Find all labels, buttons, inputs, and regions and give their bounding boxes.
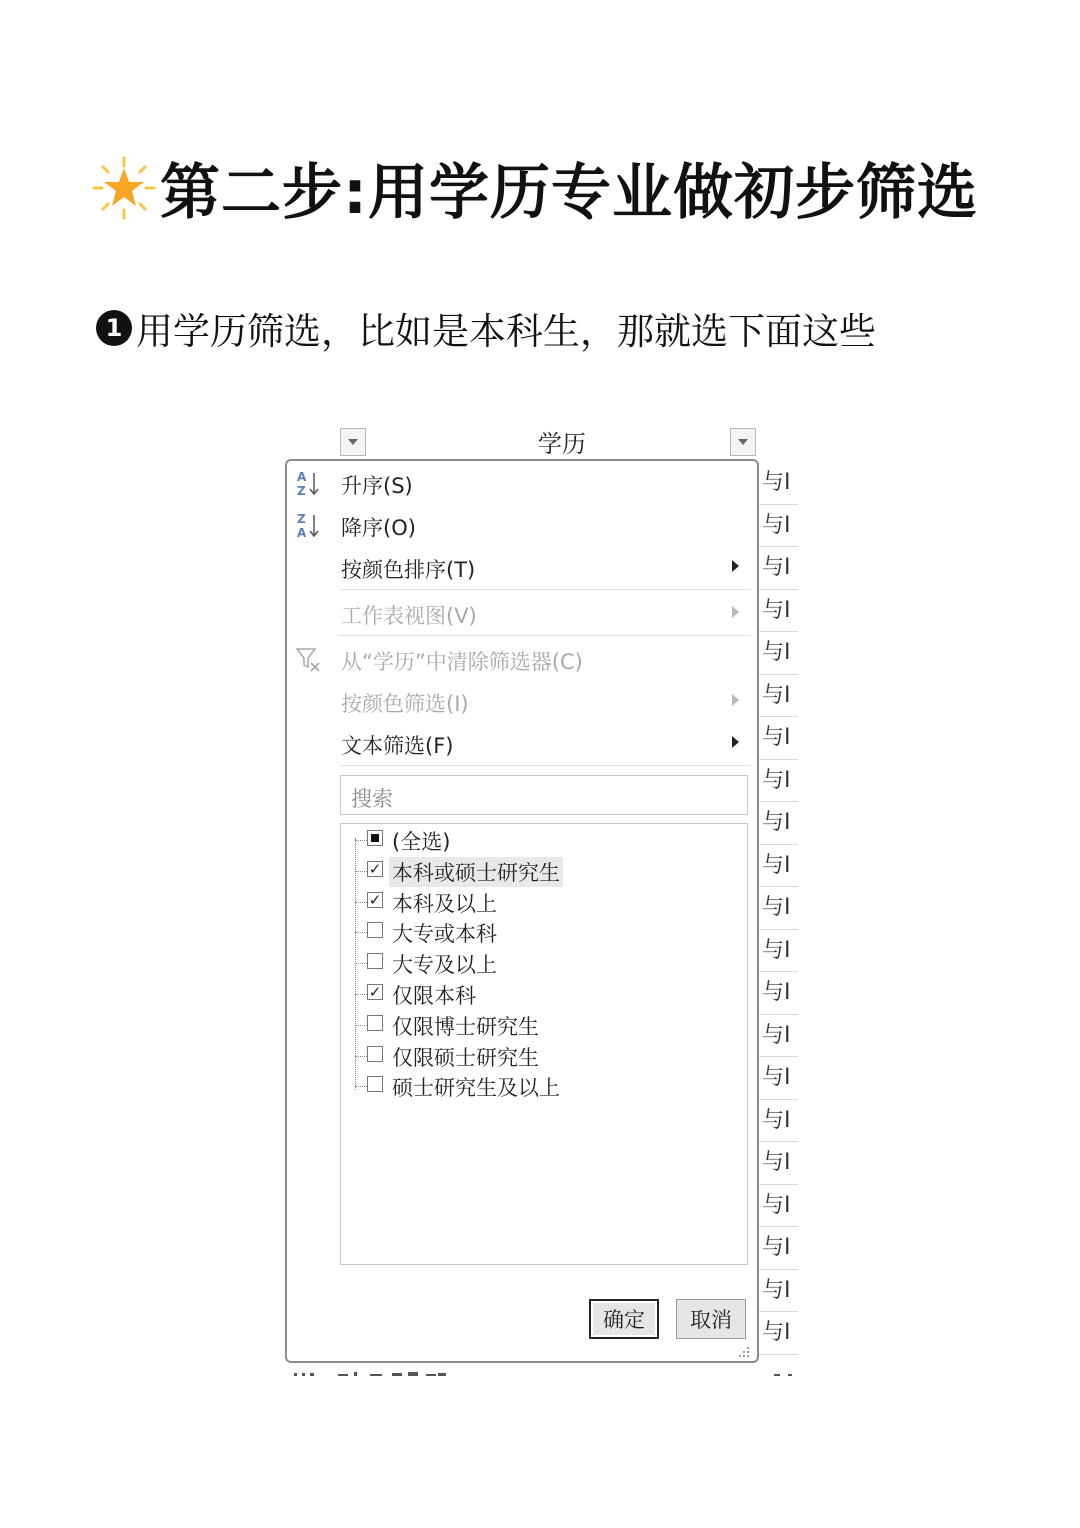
- cell: 与I: [758, 802, 798, 845]
- chevron-down-icon: [348, 439, 358, 445]
- menu-item-filter-by-color: [287, 681, 757, 721]
- filter-option[interactable]: [355, 918, 735, 948]
- cell: 与I: [758, 505, 798, 548]
- page-title: [92, 148, 978, 228]
- ok-button[interactable]: 确定: [589, 1299, 659, 1339]
- cell: 与I: [758, 675, 798, 718]
- option-label: 大专或本科: [392, 922, 497, 947]
- option-label: 硕士研究生及以上: [392, 1076, 560, 1101]
- menu-separator: [339, 589, 751, 590]
- cell: 与I: [758, 1185, 798, 1228]
- menu-label: 按颜色排序(T): [341, 558, 476, 582]
- cell: 与I: [758, 1270, 798, 1313]
- sort-ascending-icon: [295, 469, 323, 499]
- filter-option[interactable]: [355, 1072, 735, 1102]
- cell: 与I: [758, 1057, 798, 1100]
- chevron-down-icon: [738, 439, 748, 445]
- filter-option[interactable]: [355, 826, 735, 856]
- cell: 与I: [758, 632, 798, 675]
- menu-label: 按颜色筛选(I): [341, 692, 469, 716]
- left-filter-button[interactable]: [340, 428, 366, 456]
- menu-item-sort-by-color[interactable]: [287, 547, 757, 587]
- column-header: [338, 424, 762, 460]
- step-caption: [96, 302, 876, 354]
- menu-separator: [339, 635, 751, 636]
- clear-filter-icon: [295, 645, 323, 675]
- checkbox-unchecked[interactable]: [367, 953, 383, 969]
- tree-branch: [355, 1025, 367, 1026]
- cell: 与I: [758, 887, 798, 930]
- menu-item-text-filter[interactable]: [287, 723, 757, 763]
- checkbox-unchecked[interactable]: [367, 922, 383, 938]
- menu-label: 工作表视图(V): [341, 604, 477, 628]
- submenu-arrow-icon: [732, 606, 739, 618]
- cell: 与I: [758, 1015, 798, 1058]
- filter-option[interactable]: [355, 949, 735, 979]
- menu-item-sort-ascending[interactable]: [287, 463, 757, 503]
- menu-label: 从“学历”中清除筛选器(C): [341, 650, 583, 674]
- option-label: 本科或硕士研究生: [389, 857, 563, 887]
- svg-text:A: A: [297, 470, 307, 484]
- cell: 与I: [758, 462, 798, 505]
- checkbox-checked[interactable]: ✓: [368, 983, 382, 1001]
- sort-descending-icon: [295, 511, 323, 541]
- cell: 与I: [758, 590, 798, 633]
- filter-option[interactable]: [355, 1042, 735, 1072]
- svg-text:Z: Z: [297, 512, 306, 526]
- filter-option[interactable]: [355, 980, 735, 1010]
- cell: 与I: [758, 845, 798, 888]
- tree-branch: [355, 840, 367, 841]
- cutoff-row: [288, 1366, 798, 1376]
- tree-branch: [355, 902, 367, 903]
- tree-branch: [355, 994, 367, 995]
- value-list: [340, 823, 748, 1265]
- submenu-arrow-icon: [732, 736, 739, 748]
- checkbox-unchecked[interactable]: [367, 1076, 383, 1092]
- cell: 与I: [758, 930, 798, 973]
- star-icon: [92, 156, 156, 220]
- option-label: (全选): [392, 830, 451, 854]
- tree-branch: [355, 932, 367, 933]
- filter-option[interactable]: [355, 857, 735, 887]
- menu-item-sort-descending[interactable]: [287, 505, 757, 545]
- option-label: 本科及以上: [392, 891, 497, 916]
- cancel-button[interactable]: 取消: [676, 1299, 746, 1339]
- menu-label: 降序(O): [341, 516, 416, 540]
- title-text: 第二步:用学历专业做初步筛选: [160, 158, 978, 228]
- resize-grip-icon[interactable]: [739, 1345, 751, 1357]
- checkbox-unchecked[interactable]: [367, 1046, 383, 1062]
- step-text: 用学历筛选，比如是本科生，那就选下面这些: [136, 310, 876, 353]
- tree-branch: [355, 1086, 367, 1087]
- menu-separator: [339, 765, 751, 766]
- tree-branch: [355, 963, 367, 964]
- checkbox-checked[interactable]: ✓: [368, 890, 382, 909]
- search-placeholder: 搜索: [351, 787, 393, 811]
- filter-dropdown-button[interactable]: [730, 428, 756, 456]
- tree-branch: [355, 871, 367, 872]
- checkbox-unchecked[interactable]: [367, 1015, 383, 1031]
- menu-item-sheet-view: [287, 593, 757, 633]
- cell: 与I: [758, 760, 798, 803]
- svg-text:A: A: [297, 526, 307, 540]
- cell: 与I: [758, 1100, 798, 1143]
- cell: 与I: [758, 717, 798, 760]
- filter-option[interactable]: [355, 888, 735, 918]
- submenu-arrow-icon: [732, 560, 739, 572]
- cell: 与I: [758, 1227, 798, 1270]
- option-label: 仅限硕士研究生: [392, 1045, 539, 1070]
- filter-menu: [285, 459, 759, 1363]
- filter-option[interactable]: [355, 1011, 735, 1041]
- checkbox-checked[interactable]: ✓: [368, 859, 382, 878]
- step-number: 1: [96, 310, 132, 346]
- option-label: 仅限本科: [392, 984, 476, 1008]
- search-input[interactable]: [340, 775, 748, 815]
- menu-label: 升序(S): [341, 474, 413, 498]
- menu-label: 文本筛选(F): [341, 734, 454, 758]
- option-label: 仅限博士研究生: [392, 1014, 539, 1039]
- cell: 与I: [758, 547, 798, 590]
- menu-item-clear-filter: [287, 639, 757, 679]
- cell: 与I: [758, 972, 798, 1015]
- tree-branch: [355, 1056, 367, 1057]
- cell: 与I: [758, 1142, 798, 1185]
- adjacent-column-cells: [758, 462, 798, 1372]
- checkbox-partial[interactable]: [367, 830, 383, 846]
- column-title: 学历: [538, 430, 586, 458]
- submenu-arrow-icon: [732, 694, 739, 706]
- option-label: 大专及以上: [392, 953, 497, 978]
- svg-text:Z: Z: [297, 484, 306, 498]
- cell: 与I: [758, 1312, 798, 1355]
